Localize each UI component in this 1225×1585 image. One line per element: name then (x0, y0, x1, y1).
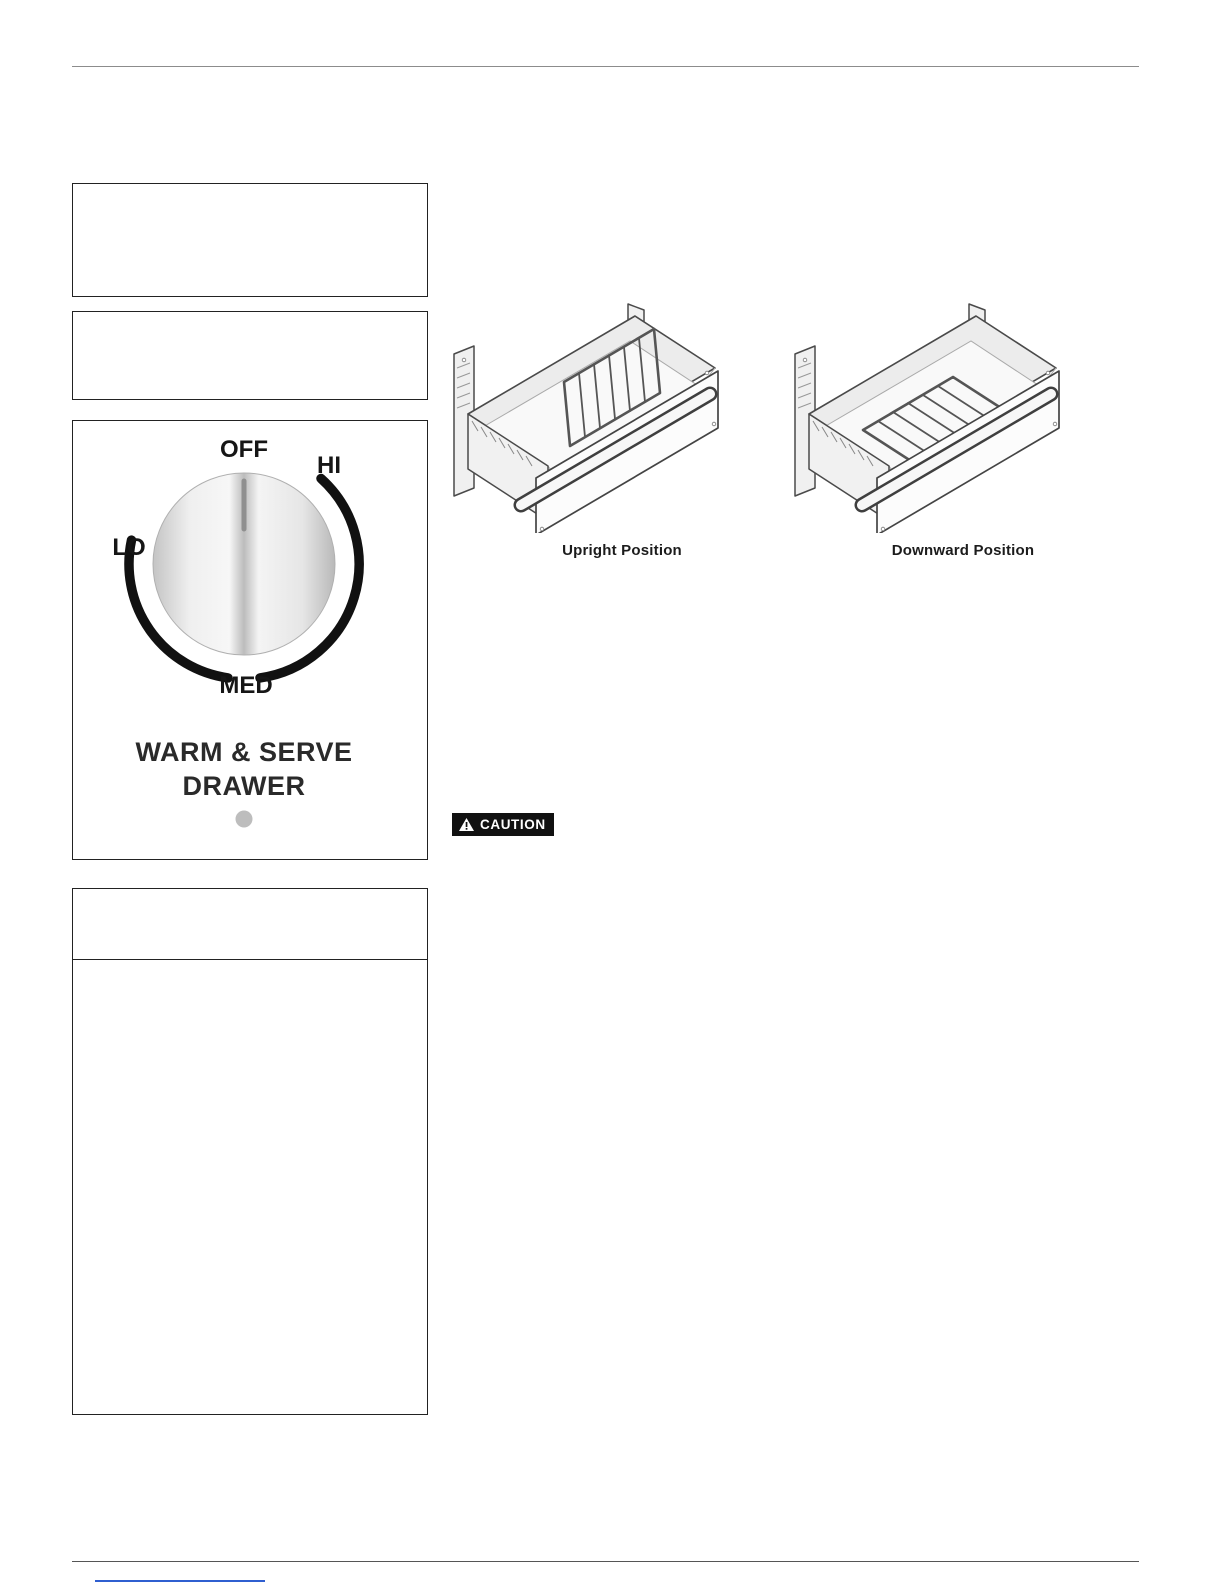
indicator-light (236, 811, 253, 828)
section-box-header (73, 889, 427, 960)
figure-caption-upright: Upright Position (562, 542, 682, 559)
figure-downward (793, 298, 1133, 559)
panel-title-line1: WARM & SERVE (135, 737, 353, 767)
figure-upright (452, 298, 792, 559)
dial-label-hi: HI (317, 452, 341, 479)
warm-serve-dial-illustration (73, 421, 425, 857)
caution-label: CAUTION (480, 817, 546, 832)
control-knob-panel (72, 420, 428, 860)
note-box-2 (72, 311, 428, 400)
dial-label-med: MED (219, 672, 273, 699)
dial-label-lo: LO (112, 534, 146, 561)
page-rule-top (72, 66, 1139, 67)
page-rule-bottom (72, 1561, 1139, 1562)
figure-caption-downward: Downward Position (891, 542, 1035, 559)
caution-badge (452, 813, 554, 836)
drawer-downward-illustration (793, 298, 1133, 533)
dial-label-off: OFF (220, 436, 268, 463)
drawer-upright-illustration (452, 298, 792, 533)
footer-link-underline[interactable] (95, 1580, 265, 1582)
note-box-1 (72, 183, 428, 297)
section-box (72, 888, 428, 1415)
panel-title-line2: DRAWER (182, 771, 306, 801)
warning-triangle-icon (458, 817, 475, 832)
